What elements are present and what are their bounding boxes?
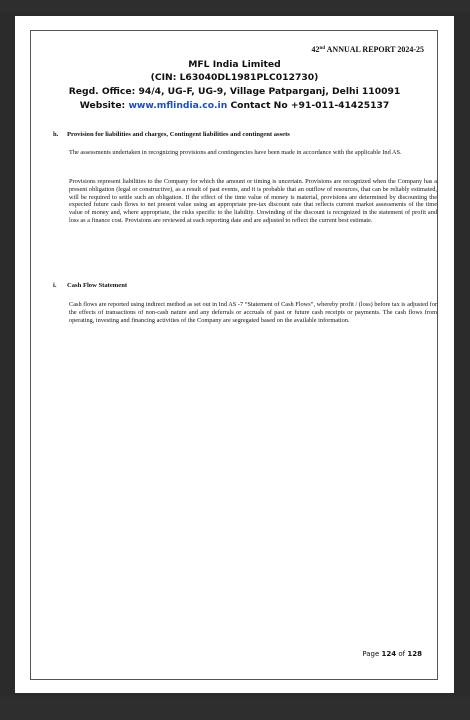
report-title: ANNUAL REPORT 2024-25	[326, 45, 424, 54]
page-label: Page	[362, 650, 380, 658]
section-marker: h.	[53, 131, 59, 138]
section-title: Provision for liabilities and charges, Contingent liabilities and contingent assets	[67, 131, 290, 138]
company-name: MFL India Limited	[188, 59, 281, 70]
report-number: 42	[311, 45, 320, 54]
viewer-bottom-bar	[0, 697, 470, 720]
paragraph-cash-flow: Cash flows are reported using indirect method as set out in Ind AS -7 “Statement of Cash Flows”, whereby profit / (loss) before tax is adjusted for the effects of transactions of non-cash nature and any deferrals or accruals of past or future cash receipts or payments. The cash flows from operating, investing and financing activities of the Company are segregated based on the available information.	[69, 301, 437, 324]
page-total: 128	[407, 650, 422, 658]
document-page	[15, 16, 454, 693]
company-cin: (CIN: L63040DL1981PLC012730)	[150, 72, 319, 83]
page-number	[362, 650, 422, 658]
section-title: Cash Flow Statement	[67, 282, 128, 289]
page-current: 124	[381, 650, 397, 658]
website-label: Website:	[79, 100, 126, 111]
viewer-top-bar	[0, 0, 470, 12]
report-suffix: nd	[319, 46, 326, 51]
contact-number: Contact No +91-011-41425137	[230, 100, 390, 111]
section-heading-cash-flow	[53, 282, 127, 289]
section-marker: i.	[53, 282, 57, 289]
page-border	[30, 30, 438, 680]
registered-office: Regd. Office: 94/4, UG-F, UG-9, Village Patparganj, Delhi 110091	[68, 86, 401, 97]
contact-line	[15, 100, 454, 111]
annual-report-heading	[312, 45, 424, 54]
page-of: of	[398, 650, 406, 658]
section-heading-provisions	[53, 131, 290, 138]
paragraph-assessments: The assessments undertaken in recognizing provisions and contingencies have been made in accordance with the applicable Ind AS.	[69, 149, 402, 156]
website-link[interactable]: www.mflindia.co.in	[128, 100, 228, 111]
paragraph-provisions: Provisions represent liabilities to the Company for which the amount or timing is uncertain. Provisions are recognized when the Company has a present obligation (legal or constructive), as a result of past events, and it is probable that an outflow of resources, that can be reliably estimated, will be required to settle such an obligation. If the effect of the time value of money is material, provisions are determined by discounting the expected future cash flows to net present value using an appropriate pre-tax discount rate that reflects current market assessments of the time value of money and, where appropriate, the risks specific to the liability. Unwinding of the discount is recognized in the statement of profit and loss as a finance cost. Provisions are reviewed at each reporting date and are adjusted to reflect the current best estimate.	[69, 178, 437, 224]
